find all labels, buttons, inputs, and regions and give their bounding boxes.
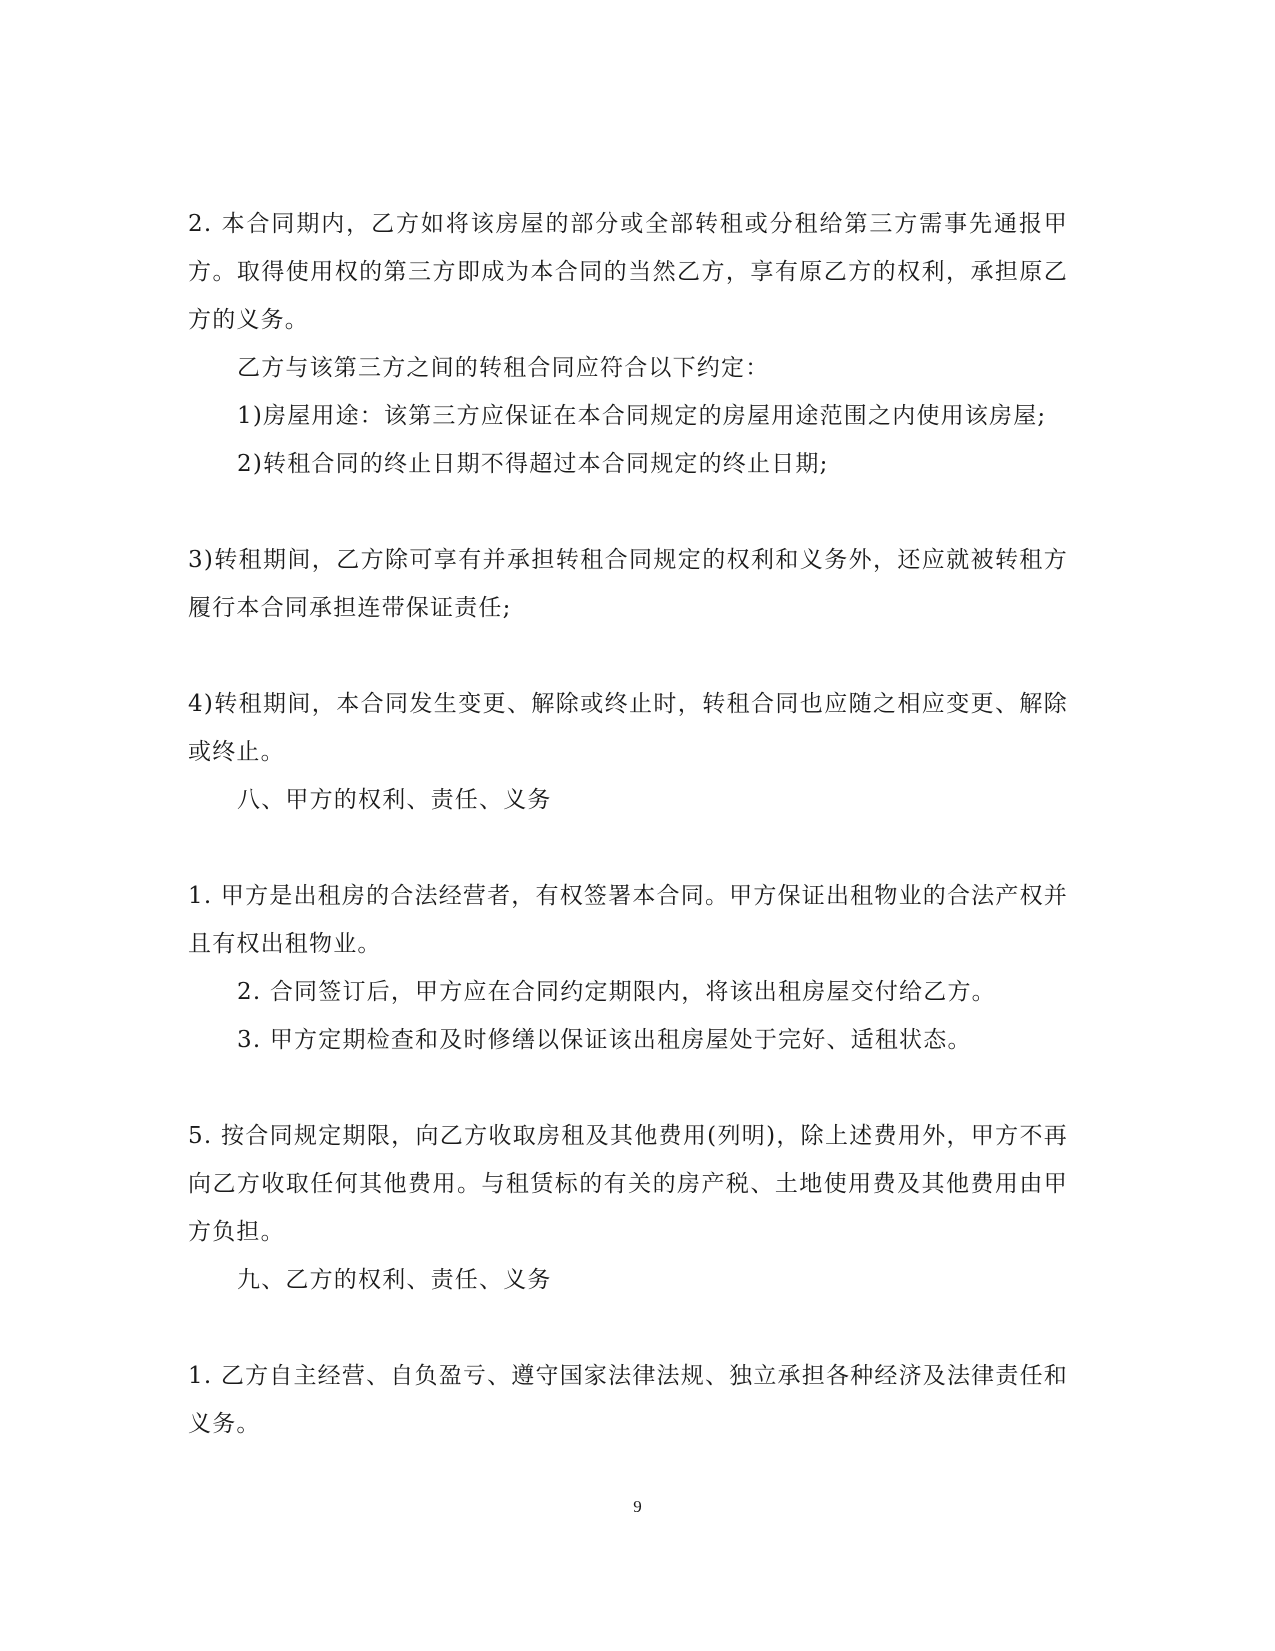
paragraph-party-a-3: 3. 甲方定期检查和及时修缮以保证该出租房屋处于完好、适租状态。 [237, 1027, 972, 1053]
paragraph-party-a-5: 5. 按合同规定期限，向乙方收取房租及其他费用(列明)，除上述费用外，甲方不再向乙方收取任何其他费用。与租赁标的有关的房产税、土地使用费及其他费用由甲方负担。 [188, 1123, 1068, 1245]
page-number: 9 [633, 1497, 642, 1516]
paragraph-term-2: 2)转租合同的终止日期不得超过本合同规定的终止日期; [237, 451, 829, 477]
paragraph-sublease-terms: 乙方与该第三方之间的转租合同应符合以下约定： [237, 355, 770, 381]
section-heading-party-a: 八、甲方的权利、责任、义务 [237, 787, 552, 813]
document-body [188, 200, 1068, 1448]
section-heading-party-b: 九、乙方的权利、责任、义务 [237, 1267, 552, 1293]
paragraph-party-a-2: 2. 合同签订后，甲方应在合同约定期限内，将该出租房屋交付给乙方。 [237, 979, 996, 1005]
paragraph-sublease-notice: 2. 本合同期内，乙方如将该房屋的部分或全部转租或分租给第三方需事先通报甲方。取得使用权的第三方即成为本合同的当然乙方，享有原乙方的权利，承担原乙方的义务。 [188, 211, 1068, 333]
paragraph-term-1: 1)房屋用途：该第三方应保证在本合同规定的房屋用途范围之内使用该房屋; [237, 403, 1047, 429]
paragraph-term-4: 4)转租期间，本合同发生变更、解除或终止时，转租合同也应随之相应变更、解除或终止。 [188, 691, 1068, 765]
paragraph-term-3: 3)转租期间，乙方除可享有并承担转租合同规定的权利和义务外，还应就被转租方履行本合同承担连带保证责任; [188, 547, 1068, 621]
paragraph-party-a-1: 1. 甲方是出租房的合法经营者，有权签署本合同。甲方保证出租物业的合法产权并且有权出租物业。 [188, 883, 1068, 957]
paragraph-party-b-1: 1. 乙方自主经营、自负盈亏、遵守国家法律法规、独立承担各种经济及法律责任和义务。 [188, 1363, 1068, 1437]
